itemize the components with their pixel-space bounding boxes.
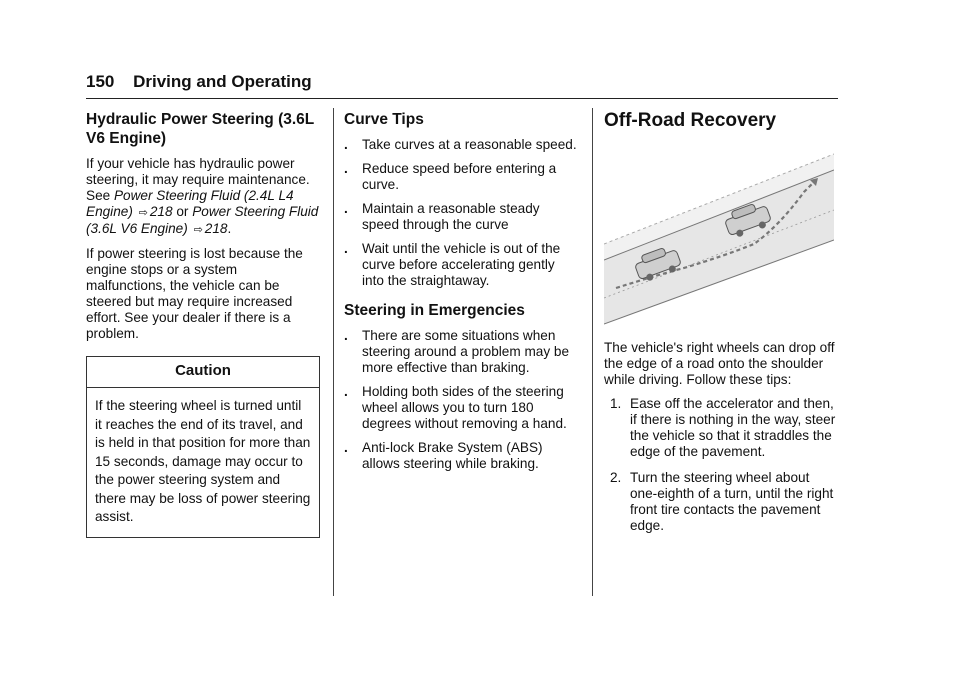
- column-curve-tips: [344, 110, 580, 482]
- header-rule: [86, 98, 838, 99]
- curve-tips-list: [344, 137, 580, 289]
- bullet-marker: .: [344, 328, 348, 343]
- list-item: . Anti-lock Brake System (ABS) allows steering while braking.: [344, 440, 543, 471]
- bullet-marker: .: [344, 384, 348, 399]
- list-item: . Maintain a reasonable steady speed through the curve: [344, 201, 540, 232]
- list-item: . Holding both sides of the steering wheel allows you to turn 180 degrees without removing a hand.: [344, 384, 567, 431]
- off-road-recovery-heading: Off-Road Recovery: [604, 110, 777, 131]
- step-number: 2.: [610, 470, 622, 485]
- list-item: . Take curves at a reasonable speed.: [344, 137, 577, 152]
- bullet-marker: .: [344, 201, 348, 216]
- list-item: 2. Turn the steering wheel about one-eighth of a turn, until the right front tire contacts the pavement edge.: [610, 470, 834, 533]
- hydraulic-maintenance-paragraph: If your vehicle has hydraulic power steering, it may require maintenance. See Power Steering Fluid (2.4L L4 Engine) ⇨ 218 or Power Steering Fluid (3.6L V6 Engine) ⇨ 218.: [86, 156, 319, 236]
- list-item: . There are some situations when steering around a problem may be more effective than braking.: [344, 328, 570, 375]
- power-steering-lost-paragraph: If power steering is lost because the engine stops or a system malfunctions, the vehicle can be steered but may require increased effort. See your dealer if there is a problem.: [86, 246, 303, 341]
- caution-box: [86, 356, 320, 538]
- hydraulic-power-steering-heading: Hydraulic Power Steering (3.6L V6 Engine): [86, 111, 314, 147]
- bullet-marker: .: [344, 241, 348, 256]
- link-power-steering-fluid-v6[interactable]: Power Steering Fluid (3.6L V6 Engine): [86, 204, 319, 236]
- column-off-road-recovery: [604, 110, 840, 544]
- list-item: . Wait until the vehicle is out of the curve before accelerating gently into the straightaway.: [344, 241, 561, 288]
- page-ref-218-a[interactable]: 218: [149, 204, 173, 219]
- page-header: [86, 72, 312, 92]
- section-title: Driving and Operating: [133, 72, 312, 91]
- off-road-recovery-illustration: [604, 148, 834, 326]
- caution-body: If the steering wheel is turned until it reaches the end of its travel, and is held in that position for more than 15 seconds, damage may occur to the power steering system and there may be loss of power steering assist.: [95, 398, 311, 524]
- page-number: 150: [86, 72, 115, 91]
- column-hydraulic-power-steering: [86, 110, 320, 538]
- off-road-intro-paragraph: The vehicle's right wheels can drop off the edge of a road onto the shoulder while driving. Follow these tips:: [604, 340, 835, 387]
- link-power-steering-fluid-l4[interactable]: Power Steering Fluid (2.4L L4 Engine): [86, 188, 294, 219]
- bullet-marker: .: [344, 137, 348, 152]
- column-divider-1: [333, 108, 334, 596]
- list-item: 1. Ease off the accelerator and then, if there is nothing in the way, steer the vehicle so that it straddles the edge of the pavement.: [610, 396, 836, 459]
- page-ref-icon: ⇨: [138, 207, 148, 219]
- bullet-marker: .: [344, 440, 348, 455]
- page-ref-icon: ⇨: [193, 224, 203, 236]
- road-illustration: [604, 148, 834, 326]
- list-item: . Reduce speed before entering a curve.: [344, 161, 557, 192]
- bullet-marker: .: [344, 161, 348, 176]
- steering-emergencies-list: [344, 328, 580, 472]
- column-divider-2: [592, 108, 593, 596]
- caution-title: Caution: [87, 357, 319, 388]
- step-number: 1.: [610, 396, 622, 411]
- page-ref-218-b[interactable]: 218: [204, 221, 228, 236]
- curve-tips-heading: Curve Tips: [344, 111, 424, 128]
- off-road-steps-list: [604, 396, 840, 534]
- steering-emergencies-heading: Steering in Emergencies: [344, 302, 525, 319]
